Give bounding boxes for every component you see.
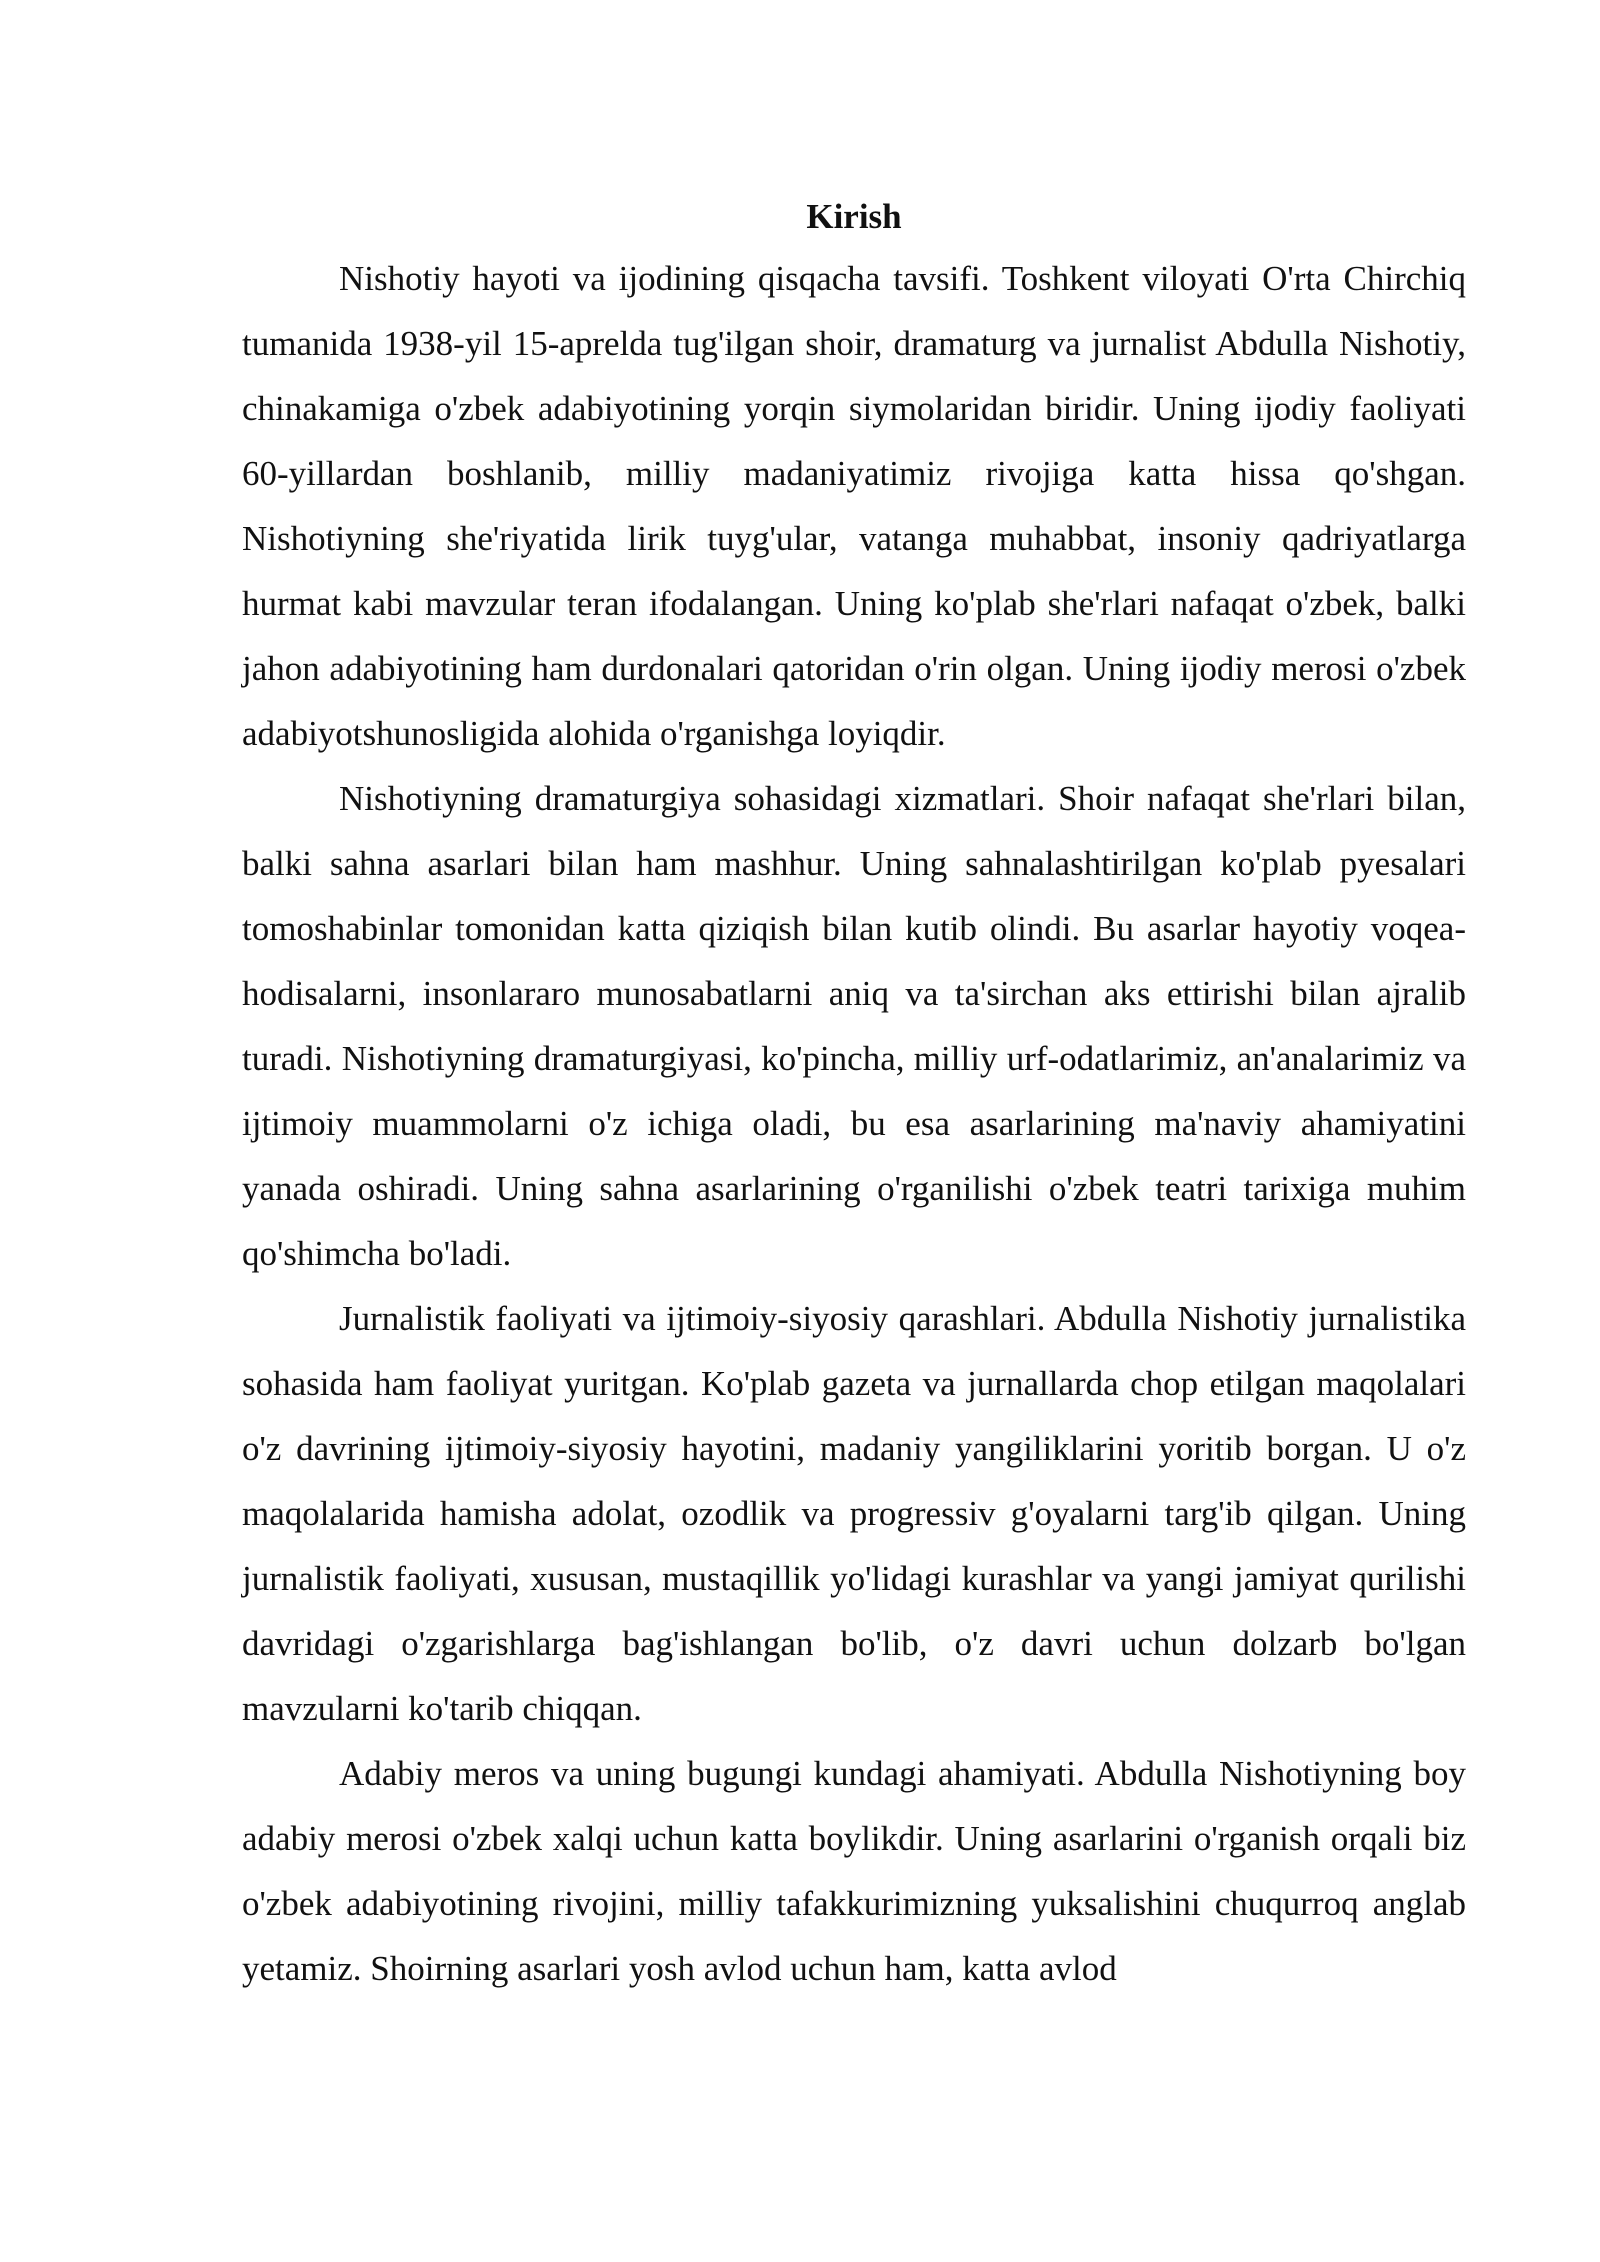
paragraph-dramaturgy: Nishotiyning dramaturgiya sohasidagi xizmatlari. Shoir nafaqat she'rlari bilan, balki sahna asarlari bilan ham mashhur. Uning sahnalashtirilgan ko'plab pyesalari tomoshabinlar tomonidan katta qiziqish bilan kutib olindi. Bu asarlar hayotiy voqea-hodisalarni, insonlararo munosabatlarni aniq va ta'sirchan aks ettirishi bilan ajralib turadi. Nishotiyning dramaturgiyasi, ko'pincha, milliy urf-odatlarimiz, an'analarimiz va ijtimoiy muammolarni o'z ichiga oladi, bu esa asarlarining ma'naviy ahamiyatini yanada oshiradi. Uning sahna asarlarining o'rganilishi o'zbek teatri tarixiga muhim qo'shimcha bo'ladi.	[242, 779, 1466, 1273]
document-title: Kirish	[806, 197, 902, 236]
document-page	[242, 188, 1466, 2001]
paragraph-legacy: Adabiy meros va uning bugungi kundagi ahamiyati. Abdulla Nishotiyning boy adabiy merosi o'zbek xalqi uchun katta boylikdir. Uning asarlarini o'rganish orqali biz o'zbek adabiyotining rivojini, milliy tafakkurimizning yuksalishini chuqurroq anglab yetamiz. Shoirning asarlari yosh avlod uchun ham, katta avlod	[242, 1754, 1466, 1988]
paragraph-biography: Nishotiy hayoti va ijodining qisqacha tavsifi. Toshkent viloyati O'rta Chirchiq tumanida 1938-yil 15-aprelda tug'ilgan shoir, dramaturg va jurnalist Abdulla Nishotiy, chinakamiga o'zbek adabiyotining yorqin siymolaridan biridir. Uning ijodiy faoliyati 60-yillardan boshlanib, milliy madaniyatimiz rivojiga katta hissa qo'shgan. Nishotiyning she'riyatida lirik tuyg'ular, vatanga muhabbat, insoniy qadriyatlarga hurmat kabi mavzular teran ifodalangan. Uning ko'plab she'rlari nafaqat o'zbek, balki jahon adabiyotining ham durdonalari qatoridan o'rin olgan. Uning ijodiy merosi o'zbek adabiyotshunosligida alohida o'rganishga loyiqdir.	[242, 259, 1466, 753]
paragraph-journalism: Jurnalistik faoliyati va ijtimoiy-siyosiy qarashlari. Abdulla Nishotiy jurnalistika sohasida ham faoliyat yuritgan. Ko'plab gazeta va jurnallarda chop etilgan maqolalari o'z davrining ijtimoiy-siyosiy hayotini, madaniy yangiliklarini yoritib borgan. U o'z maqolalarida hamisha adolat, ozodlik va progressiv g'oyalarni targ'ib qilgan. Uning jurnalistik faoliyati, xususan, mustaqillik yo'lidagi kurashlar va yangi jamiyat qurilishi davridagi o'zgarishlarga bag'ishlangan bo'lib, o'z davri uchun dolzarb bo'lgan mavzularni ko'tarib chiqqan.	[242, 1299, 1466, 1728]
